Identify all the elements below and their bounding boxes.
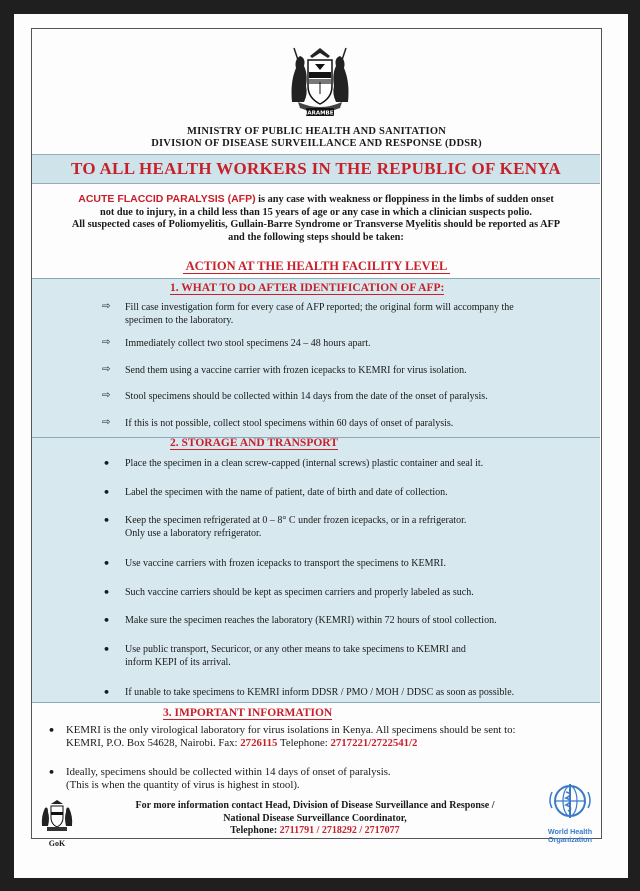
section2-item-line1: If unable to take specimens to KEMRI inform DDSR / PMO / MOH / DDSC as soon as possible. [125, 687, 515, 698]
section2-title: 2. STORAGE AND TRANSPORT [170, 437, 338, 449]
section2-item [125, 686, 598, 699]
section2-item [125, 514, 598, 540]
section1-item-line1: Fill case investigation form for every case of AFP reported; the original form will accompany the [125, 302, 514, 313]
contact-telephone: 2711791 / 2718292 / 2717077 [279, 825, 400, 836]
who-logo-icon [544, 782, 596, 820]
afp-definition [38, 193, 594, 244]
section2-item-line1: Make sure the specimen reaches the laboratory (KEMRI) within 72 hours of stool collection. [125, 615, 497, 626]
section2-bullet: • [103, 643, 111, 656]
kemri-tel-label: Telephone: [277, 737, 331, 749]
kenya-coat-of-arms-icon [284, 42, 356, 118]
gok-emblem [38, 798, 76, 848]
section1-item [125, 364, 598, 377]
section2-bullet: • [103, 486, 111, 499]
section1-bullet: ⇨ [102, 390, 111, 401]
contact-line1: For more information contact Head, Division of Disease Surveillance and Response / [135, 800, 495, 811]
intro-line2: not due to injury, in a child less than 15 years of age or any case in which a clinician suspects polio. [99, 206, 533, 218]
action-heading [31, 259, 602, 274]
ministry-line2: DIVISION OF DISEASE SURVEILLANCE AND RESPONSE (DDSR) [151, 138, 482, 149]
section1-bullet: ⇨ [102, 337, 111, 348]
section2-item-line1: Label the specimen with the name of patient, date of birth and date of collection. [125, 487, 448, 498]
section1-item [125, 390, 598, 403]
ministry-heading [31, 126, 602, 150]
kemri-line1: KEMRI is the only virological laboratory for virus isolations in Kenya. All specimens should be sent to: [66, 724, 516, 736]
section1-title: 1. WHAT TO DO AFTER IDENTIFICATION OF AFP: [170, 282, 445, 294]
section3-title: 3. IMPORTANT INFORMATION [163, 707, 333, 719]
section2-item [125, 643, 598, 669]
section1-item-line1: Immediately collect two stool specimens 24 – 48 hours apart. [125, 338, 371, 349]
section1-item-line1: Send them using a vaccine carrier with frozen icepacks to KEMRI for virus isolation. [125, 365, 467, 376]
ministry-line1: MINISTRY OF PUBLIC HEALTH AND SANITATION [187, 126, 446, 137]
timing-line1: Ideally, specimens should be collected within 14 days of onset of paralysis. [66, 766, 391, 778]
section2-bullet: • [103, 614, 111, 627]
section3-heading [163, 707, 332, 719]
intro-line3: All suspected cases of Poliomyelitis, Gullain-Barre Syndrome or Transverse Myelitis should be reported as AFP [71, 219, 561, 231]
contact-tel-label: Telephone: [230, 825, 280, 836]
action-title: ACTION AT THE HEALTH FACILITY LEVEL [183, 259, 451, 274]
section2-item-line1: Keep the specimen refrigerated at 0 – 8° C under frozen icepacks, or in a refrigerator. [125, 515, 467, 526]
section2-item-line2: Only use a laboratory refrigerator. [125, 528, 262, 539]
section2-bullet: • [103, 557, 111, 570]
kemri-fax: 2726115 [240, 737, 278, 749]
section2-item-line1: Use vaccine carriers with frozen icepacks to transport the specimens to KEMRI. [125, 558, 446, 569]
intro-line4: and the following steps should be taken: [228, 231, 404, 243]
gok-label: GoK [48, 839, 66, 848]
section2-bullet: • [103, 686, 111, 699]
section1-item [125, 417, 598, 430]
coat-motto: HARAMBEE [302, 110, 338, 117]
section2-heading [170, 437, 338, 449]
section2-item [125, 557, 598, 570]
section2-item [125, 614, 598, 627]
section1-item-line2: specimen to the laboratory. [125, 315, 234, 326]
section1-heading [170, 282, 444, 294]
section2-item-line1: Such vaccine carriers should be kept as specimen carriers and properly labeled as such. [125, 587, 474, 598]
section2-bullet: • [103, 586, 111, 599]
section2-item [125, 586, 598, 599]
section1-bullet: ⇨ [102, 364, 111, 375]
section2-bullet: • [103, 514, 111, 527]
section1-bullet: ⇨ [102, 417, 111, 428]
section2-item [125, 457, 598, 470]
timing-line2: (This is when the quantity of virus is highest in stool). [66, 779, 300, 791]
section1-item-line1: Stool specimens should be collected within 14 days from the date of the onset of paralysis. [125, 391, 488, 402]
timing-bullet: • [48, 766, 56, 779]
section2-bullet: • [103, 457, 111, 470]
section1-bullet: ⇨ [102, 301, 111, 312]
section2-item-line1: Use public transport, Securicor, or any other means to take specimens to KEMRI and [125, 644, 466, 655]
contact-block [90, 800, 540, 838]
timing-info [48, 766, 598, 792]
contact-line2: National Disease Surveillance Coordinator, [223, 812, 407, 824]
section2-item-line2: inform KEPI of its arrival. [125, 657, 231, 668]
gok-coat-of-arms-icon [38, 798, 76, 832]
section2-item [125, 486, 598, 499]
kemri-bullet: • [48, 724, 56, 737]
section2-item-line1: Place the specimen in a clean screw-capped (internal screws) plastic container and seal it. [125, 458, 484, 469]
kemri-address: KEMRI, P.O. Box 54628, Nairobi. Fax: [66, 737, 241, 749]
section1-item [125, 301, 598, 327]
title-banner [32, 154, 600, 184]
banner-title: TO ALL HEALTH WORKERS IN THE REPUBLIC OF KENYA [71, 159, 561, 178]
who-line1: World Health [547, 827, 593, 836]
afp-term: ACUTE FLACCID PARALYSIS (AFP) [78, 193, 256, 205]
who-emblem [544, 782, 596, 842]
kemri-info [48, 724, 598, 750]
section1-item [125, 337, 598, 350]
section1-item-line1: If this is not possible, collect stool specimens within 60 days of onset of paralysis. [125, 418, 454, 429]
who-line2: Organization [548, 835, 592, 844]
intro-line1: is any case with weakness or floppiness in the limbs of sudden onset [255, 194, 554, 205]
kemri-telephone: 2717221/2722541/2 [330, 737, 418, 749]
